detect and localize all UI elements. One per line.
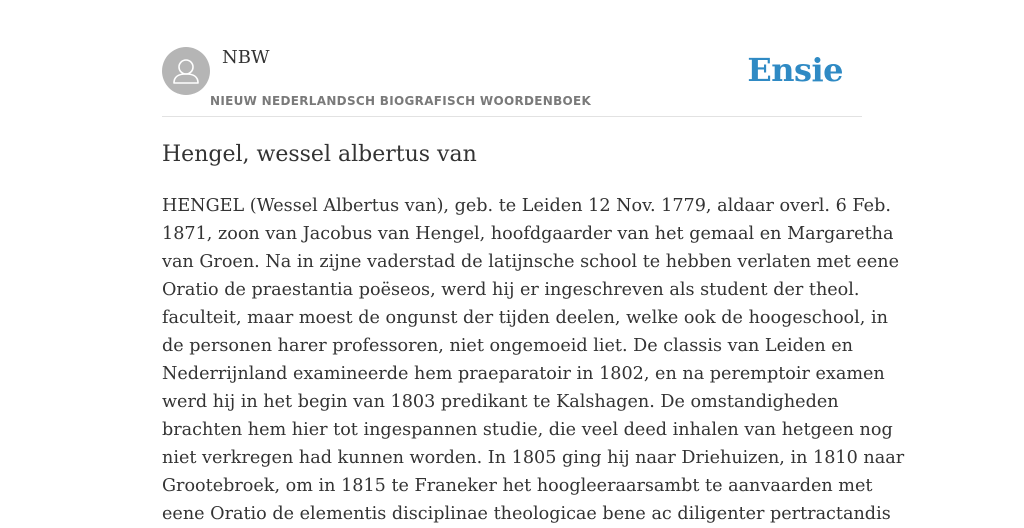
body-line: eene Oratio de elementis disciplinae theologicae bene ac diligenter pertractandis	[162, 504, 891, 524]
body-line: niet verkregen had kunnen worden. In 1805 ging hij naar Driehuizen, in 1810 naar	[162, 448, 905, 468]
source-avatar[interactable]	[162, 47, 210, 95]
brand-logo[interactable]: Ensie	[747, 51, 843, 89]
body-line: faculteit, maar moest de ongunst der tijden deelen, welke ook de hoogeschool, in	[162, 308, 888, 328]
body-line: Oratio de praestantia poëseos, werd hij er ingeschreven als student der theol.	[162, 280, 860, 300]
body-line: van Groen. Na in zijne vaderstad de latijnsche school te hebben verlaten met eene	[162, 252, 899, 272]
body-line: Nederrijnland examineerde hem praeparatoir in 1802, en na peremptoir examen	[162, 364, 885, 384]
source-name[interactable]: NBW	[222, 47, 270, 68]
body-line: 1871, zoon van Jacobus van Hengel, hoofdgaarder van het gemaal en Margaretha	[162, 224, 894, 244]
body-line: de personen harer professoren, niet ongemoeid liet. De classis van Leiden en	[162, 336, 853, 356]
article-title: Hengel, wessel albertus van	[162, 142, 477, 167]
article-body	[162, 192, 905, 528]
body-line: Grootebroek, om in 1815 te Franeker het hoogleeraarsambt te aanvaarden met	[162, 476, 873, 496]
body-line: werd hij in het begin van 1803 predikant te Kalshagen. De omstandigheden	[162, 392, 839, 412]
source-header	[162, 46, 862, 117]
body-line: brachten hem hier tot ingespannen studie, die veel deed inhalen van hetgeen nog	[162, 420, 893, 440]
source-full-name[interactable]: NIEUW NEDERLANDSCH BIOGRAFISCH WOORDENBOEK	[210, 94, 592, 108]
person-icon	[162, 47, 210, 95]
body-line: HENGEL (Wessel Albertus van), geb. te Leiden 12 Nov. 1779, aldaar overl. 6 Feb.	[162, 196, 891, 216]
